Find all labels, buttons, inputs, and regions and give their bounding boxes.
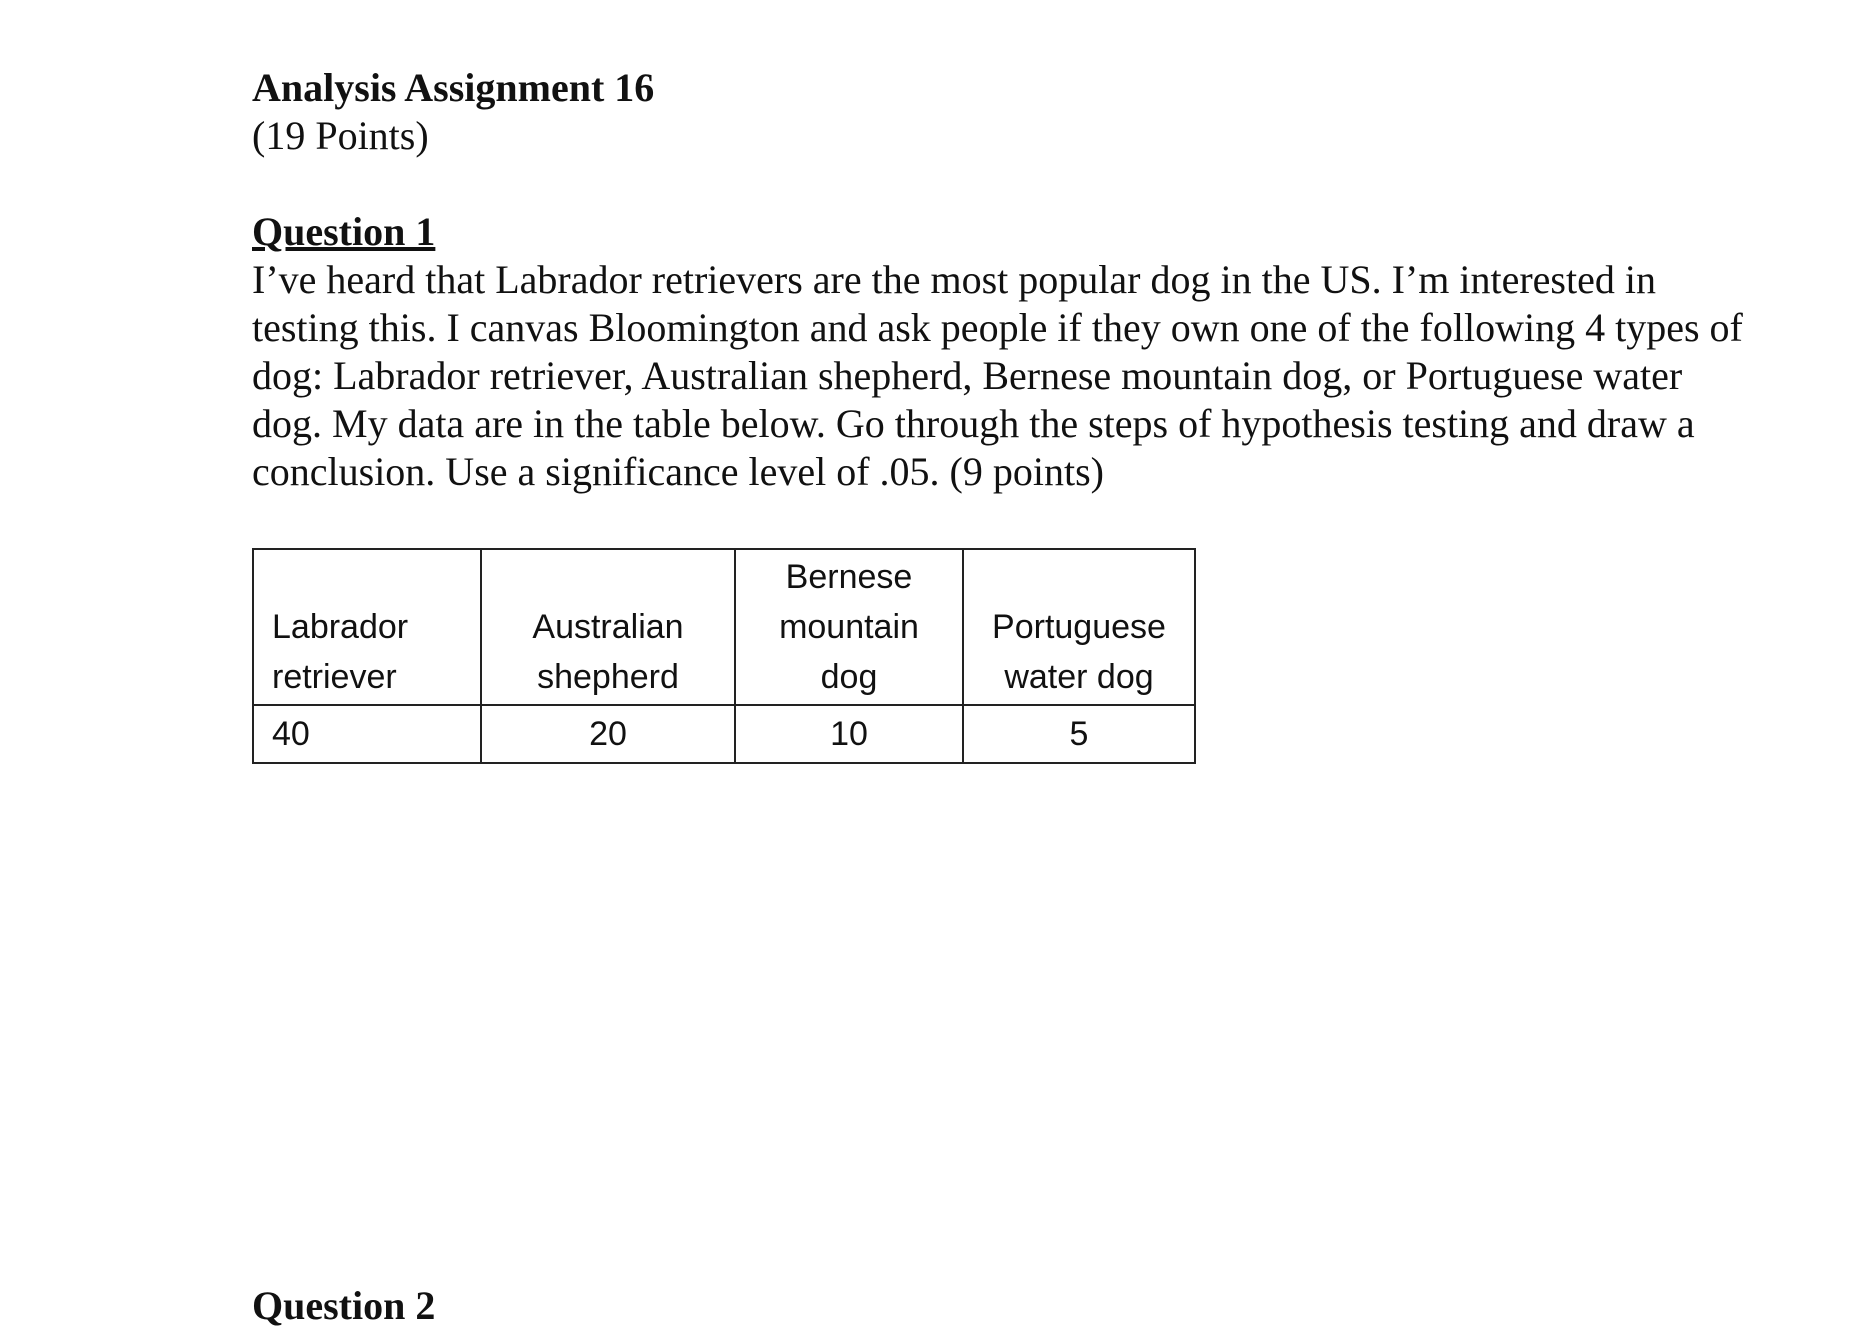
question-1-heading: Question 1	[252, 209, 436, 254]
value-bernese-mountain-dog: 10	[735, 705, 963, 763]
value-labrador-retriever: 40	[253, 705, 481, 763]
value-australian-shepherd: 20	[481, 705, 735, 763]
assignment-points: (19 Points)	[252, 113, 429, 158]
table-header-row	[253, 549, 1195, 705]
header-australian-shepherd: Australian shepherd	[481, 549, 735, 705]
document-page	[252, 64, 1772, 764]
header-bernese-mountain-dog: Bernese mountain dog	[735, 549, 963, 705]
dog-ownership-table	[252, 548, 1196, 764]
assignment-title: Analysis Assignment 16	[252, 65, 655, 110]
question-2-heading: Question 2	[252, 1283, 436, 1328]
header-labrador-retriever: Labrador retriever	[253, 549, 481, 705]
table-value-row	[253, 705, 1195, 763]
value-portuguese-water-dog: 5	[963, 705, 1195, 763]
header-portuguese-water-dog: Portuguese water dog	[963, 549, 1195, 705]
question-1-body: I’ve heard that Labrador retrievers are the most popular dog in the US. I’m interested in testing this. I canvas Bloomington and ask people if they own one of the following 4 types of dog: Labrador retriever, Australian shepherd, Bernese mountain dog, or Portuguese water dog. My data are in the table below. Go through the steps of hypothesis testing and draw a conclusion. Use a significance level of .05. (9 points)	[252, 257, 1743, 494]
